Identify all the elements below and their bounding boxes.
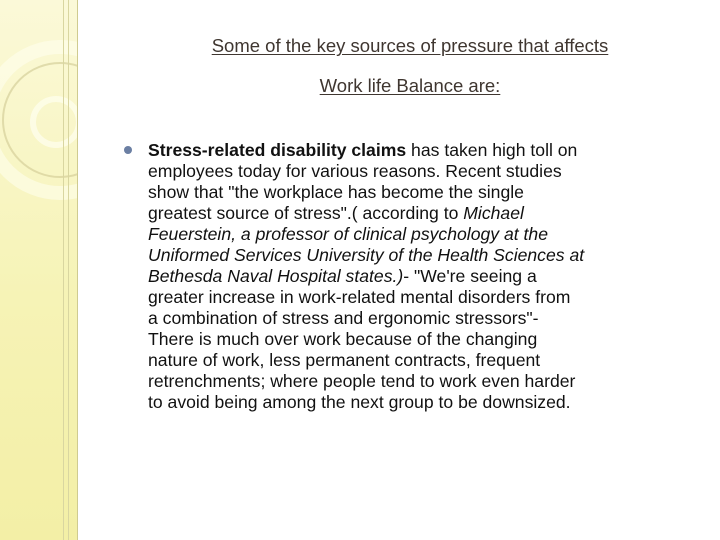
bold-phrase: Stress-related disability claims xyxy=(148,140,407,160)
sidebar-divider-line xyxy=(68,0,69,540)
sidebar-divider-line xyxy=(63,0,64,540)
text-span: has taken high toll on xyxy=(406,140,578,160)
decorative-sidebar xyxy=(0,0,78,540)
bullet-line: employees today for various reasons. Recent studies xyxy=(148,161,562,181)
slide-title xyxy=(110,26,710,106)
bullet-line: a combination of stress and ergonomic stressors"- xyxy=(148,308,539,328)
bullet-text xyxy=(148,140,692,413)
text-span: - "We're seeing a xyxy=(403,266,537,286)
bullet-line xyxy=(148,224,692,245)
bullet-line: show that "the workplace has become the single xyxy=(148,182,524,202)
bullet-dot-icon xyxy=(124,146,132,154)
bullet-line xyxy=(148,140,692,161)
title-line-1: Some of the key sources of pressure that affects xyxy=(211,35,609,56)
text-span: greatest source of stress".( according to xyxy=(148,203,464,223)
italic-phrase: Bethesda Naval Hospital states.) xyxy=(148,266,404,286)
bullet-line: nature of work, less permanent contracts, frequent xyxy=(148,350,541,370)
bullet-line xyxy=(148,245,692,266)
bullet-line: greater increase in work-related mental disorders from xyxy=(148,287,571,307)
italic-phrase: Michael xyxy=(463,203,524,223)
decorative-ring-small xyxy=(30,96,78,148)
title-line-2: Work life Balance are: xyxy=(319,75,501,96)
italic-phrase: Uniformed Services University of the Health Sciences at xyxy=(148,245,585,265)
bullet-line xyxy=(148,203,692,224)
sidebar-edge-line xyxy=(77,0,78,540)
italic-phrase: Feuerstein, a professor of clinical psychology at the xyxy=(148,224,548,244)
bullet-line: retrenchments; where people tend to work even harder xyxy=(148,371,576,391)
bullet-line: to avoid being among the next group to be downsized. xyxy=(148,392,571,412)
bullet-line xyxy=(148,266,692,287)
bullet-line: There is much over work because of the changing xyxy=(148,329,538,349)
